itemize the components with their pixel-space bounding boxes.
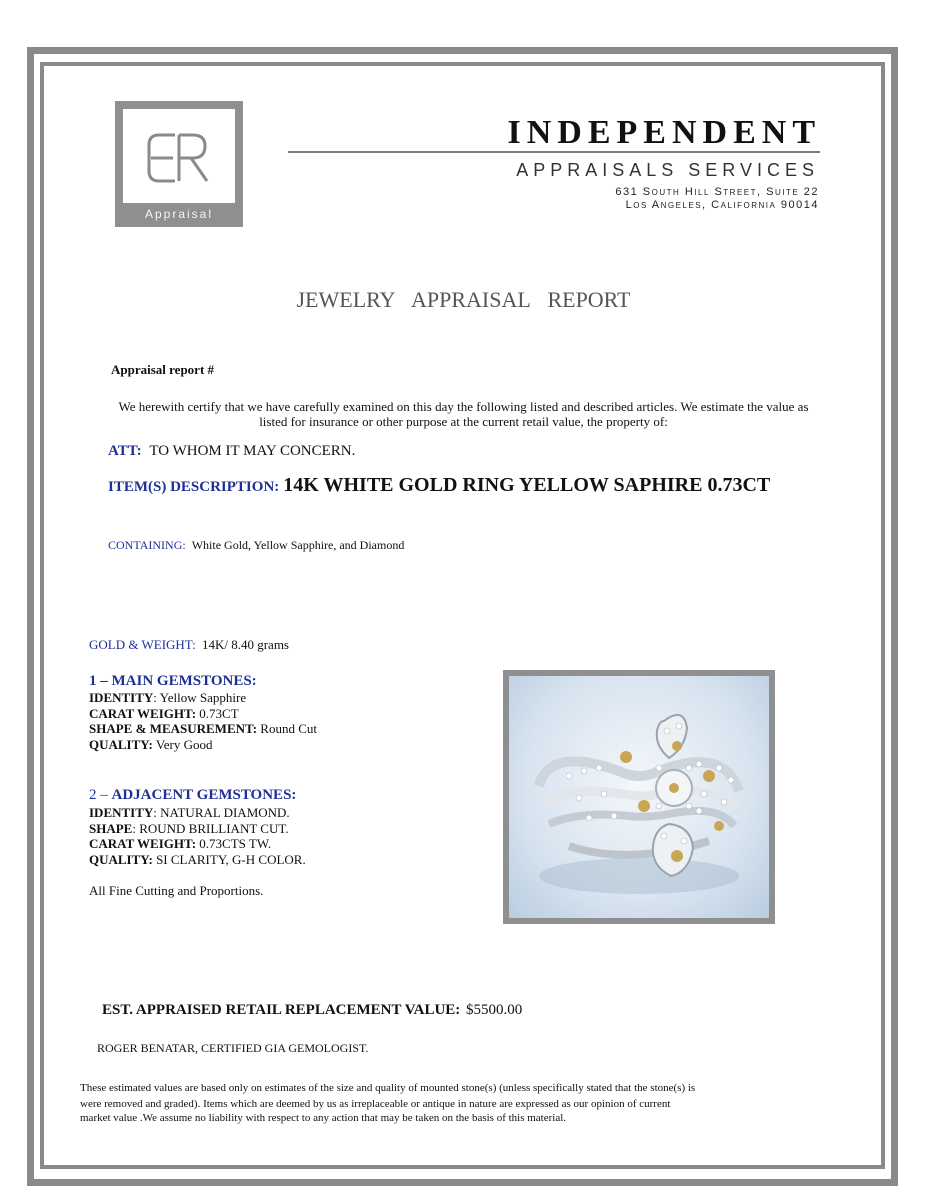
disclaimer-line-2: were removed and graded). Items which are deemed by us as irreplaceable or antique in nature are expressed as our opinion of current [80,1098,671,1110]
gold-weight-label: GOLD & WEIGHT: [89,637,196,652]
main-identity-label: IDENTITY [89,690,154,705]
company-subtitle: APPRAISALS SERVICES [516,160,819,180]
att-row [108,443,355,460]
adjacent-identity-value: : NATURAL DIAMOND. [153,805,290,820]
report-number-label: Appraisal report # [111,362,215,377]
appraiser-name: ROGER BENATAR, CERTIFIED GIA GEMOLOGIST. [97,1041,369,1055]
adjacent-heading-number: 2 – [89,787,112,803]
att-value: TO WHOM IT MAY CONCERN. [149,443,356,459]
adjacent-carat-label: CARAT WEIGHT: [89,836,197,851]
main-quality-label: QUALITY: [89,737,153,752]
header-rule [288,151,820,153]
main-carat-row [89,706,239,722]
adjacent-identity-label: IDENTITY [89,805,154,820]
containing-row [108,538,404,553]
certification-line-2: listed for insurance or other purpose at the current retail value, the property of: [259,414,668,429]
main-shape-label: SHAPE & MEASUREMENT: [89,721,258,736]
main-carat-value: 0.73CT [196,706,239,721]
adjacent-carat-value: 0.73CTS TW. [196,836,272,851]
ring-photo-image [509,676,769,918]
adjacent-quality-label: QUALITY: [89,852,153,867]
ring-illustration-icon [509,676,769,918]
address-line-2: Los Angeles, California 90014 [625,199,819,211]
adjacent-shape-row [89,821,289,837]
adjacent-quality-value: SI CLARITY, G-H COLOR. [152,852,306,867]
main-identity-value: : Yellow Sapphire [153,690,247,705]
adjacent-carat-row [89,836,271,852]
adjacent-gemstones-heading-row [89,787,296,804]
adjacent-identity-row [89,805,290,821]
ring-photo [503,670,775,924]
adjacent-shape-label: SHAPE [89,821,133,836]
logo-label: Appraisal [144,207,214,221]
adjacent-quality-row [89,852,306,868]
main-shape-value: Round Cut [257,721,318,736]
main-quality-row [89,737,213,753]
logo-monogram-area [123,109,235,203]
main-gemstones-heading: 1 – MAIN GEMSTONES: [89,673,257,689]
appraised-value-row [102,1002,522,1019]
company-name: INDEPENDENT [507,114,821,151]
report-title: JEWELRY APPRAISAL REPORT [296,287,631,312]
adjacent-gemstones-heading: ADJACENT GEMSTONES: [111,787,297,803]
adjacent-shape-value: : ROUND BRILLIANT CUT. [132,821,289,836]
disclaimer-line-1: These estimated values are based only on estimates of the size and quality of mounted stone(s) (unless specifically stated that the stone(s) is [80,1082,696,1094]
disclaimer-line-3: market value .We assume no liability with respect to any action that may be taken on the basis of this material. [80,1112,567,1124]
main-carat-label: CARAT WEIGHT: [89,706,197,721]
main-shape-row [89,721,317,737]
gold-weight-row [89,637,289,653]
er-appraisal-logo [115,101,243,227]
fine-cutting-note: All Fine Cutting and Proportions. [89,883,264,898]
item-description-label: ITEM(S) DESCRIPTION: [108,479,280,495]
address-line-1: 631 South Hill Street, Suite 22 [615,186,819,198]
er-monogram-icon [123,109,235,203]
item-description-value: 14K WHITE GOLD RING YELLOW SAPHIRE 0.73CT [283,474,771,496]
certification-line-1: We herewith certify that we have carefully examined on this day the following listed and described articles. We estimate the value as [118,399,809,414]
att-label: ATT: [108,443,142,459]
containing-value: White Gold, Yellow Sapphire, and Diamond [191,538,405,552]
item-description-row [108,474,770,497]
main-identity-row [89,690,246,706]
gold-weight-value: 14K/ 8.40 grams [201,637,289,652]
main-quality-value: Very Good [152,737,213,752]
appraised-value-amount: $5500.00 [466,1002,523,1018]
containing-label: CONTAINING: [108,538,186,552]
appraised-value-label: EST. APPRAISED RETAIL REPLACEMENT VALUE: [102,1002,461,1018]
